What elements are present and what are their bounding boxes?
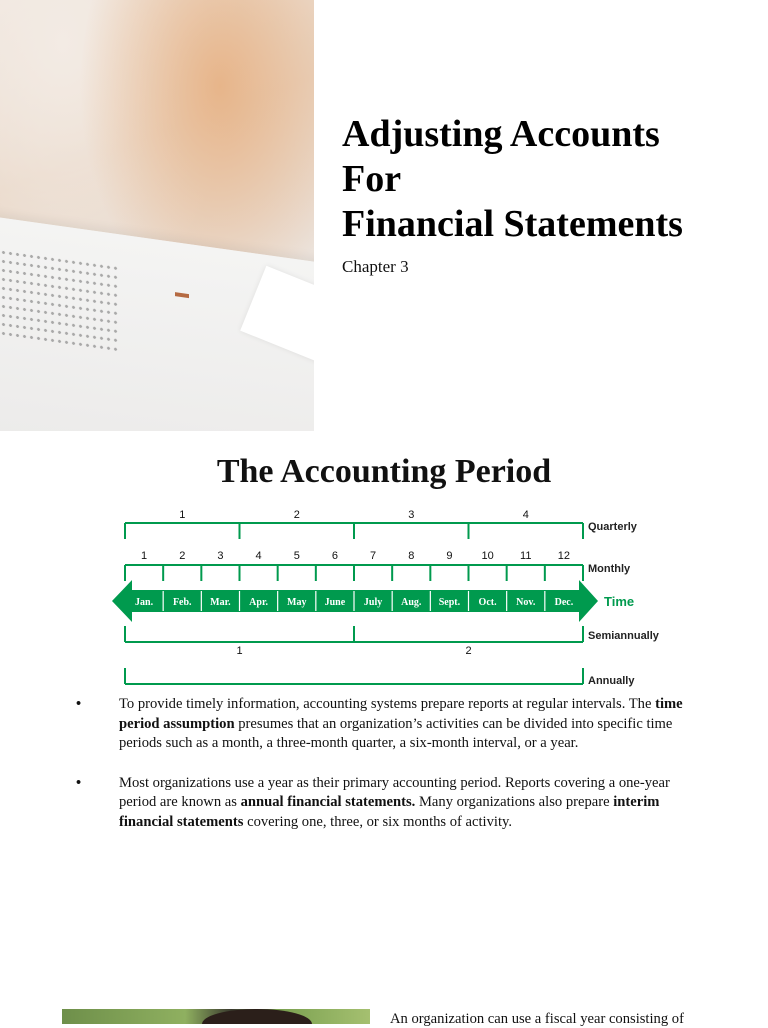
month-number: 1 xyxy=(141,550,148,562)
month-number: 6 xyxy=(331,550,338,562)
accounting-period-slide xyxy=(0,431,768,971)
slide-title xyxy=(342,112,683,247)
paper-mark xyxy=(175,292,189,298)
month-number: 4 xyxy=(255,550,262,562)
month-number: 2 xyxy=(179,550,186,562)
half-number: 2 xyxy=(465,645,472,657)
bold-term: time period assumption xyxy=(119,696,683,732)
month-number: 10 xyxy=(481,550,494,562)
month-number: 8 xyxy=(408,550,415,562)
person-photo xyxy=(62,1009,370,1024)
month-number: 12 xyxy=(557,550,571,562)
quarter-number: 4 xyxy=(522,509,529,521)
slide-subtitle: Chapter 3 xyxy=(342,257,409,276)
fiscal-year-slide xyxy=(0,1009,768,1027)
timeline-diagram xyxy=(110,506,670,688)
month-label: Nov. xyxy=(516,597,536,608)
month-label: Mar. xyxy=(210,597,231,608)
month-number: 3 xyxy=(217,550,224,562)
title-line-1: Adjusting Accounts xyxy=(342,113,660,155)
time-label: Time xyxy=(604,594,635,609)
slide-title: The Accounting Period xyxy=(216,453,552,490)
quarter-number: 2 xyxy=(293,509,300,521)
title-line-3: Financial Statements xyxy=(342,203,683,245)
month-label: Jan. xyxy=(135,597,154,608)
bullet-item xyxy=(76,695,696,754)
fiscal-year-text: An organization can use a fiscal year consisting of xyxy=(390,1011,684,1027)
bullet-text: presumes that an organization’s activities can be divided into specific time periods such as a month, a three-month quarter, a six-month interval, or a year. xyxy=(119,715,673,751)
month-number: 5 xyxy=(293,550,300,562)
title-slide xyxy=(0,0,768,431)
bullet-list xyxy=(76,695,696,852)
month-label: Dec. xyxy=(554,597,574,608)
month-label: Apr. xyxy=(249,597,268,608)
annual-label: Annually xyxy=(588,675,635,687)
month-label: Sept. xyxy=(438,597,461,608)
monthly-label: Monthly xyxy=(588,563,631,575)
bullet-text: To provide timely information, accounting systems prepare reports at regular intervals. The xyxy=(119,696,656,712)
month-number: 9 xyxy=(446,550,453,562)
quarterly-label: Quarterly xyxy=(588,521,637,533)
month-number: 11 xyxy=(520,550,532,562)
month-label: May xyxy=(287,597,307,608)
bullet-text: Many organizations also prepare xyxy=(415,794,614,810)
month-label: July xyxy=(363,597,383,608)
bullet-dot: • xyxy=(76,774,82,791)
bullet-text: covering one, three, or six months of activity. xyxy=(243,813,513,830)
dotted-figures xyxy=(0,248,120,355)
accounting-period-timeline xyxy=(110,506,670,688)
bullet-dot: • xyxy=(76,696,82,712)
month-label: June xyxy=(324,597,346,608)
quarter-number: 1 xyxy=(179,509,186,521)
person-head xyxy=(202,1009,312,1024)
bullet-text: Most organizations use a year as their primary accounting period. Reports covering a one-year period are known as xyxy=(119,774,670,810)
bullet-item xyxy=(76,774,696,833)
month-label: Oct. xyxy=(478,597,497,608)
bold-term: annual financial statements. xyxy=(240,794,416,810)
month-label: Feb. xyxy=(172,597,192,608)
month-label: Aug. xyxy=(401,597,422,608)
quarter-number: 3 xyxy=(408,509,415,521)
half-number: 1 xyxy=(236,645,243,657)
bold-term: interim financial statements xyxy=(119,794,660,830)
month-number: 7 xyxy=(370,550,377,562)
accounting-paper-photo xyxy=(0,0,314,431)
title-line-2: For xyxy=(342,158,402,200)
semiannual-label: Semiannually xyxy=(588,630,659,642)
